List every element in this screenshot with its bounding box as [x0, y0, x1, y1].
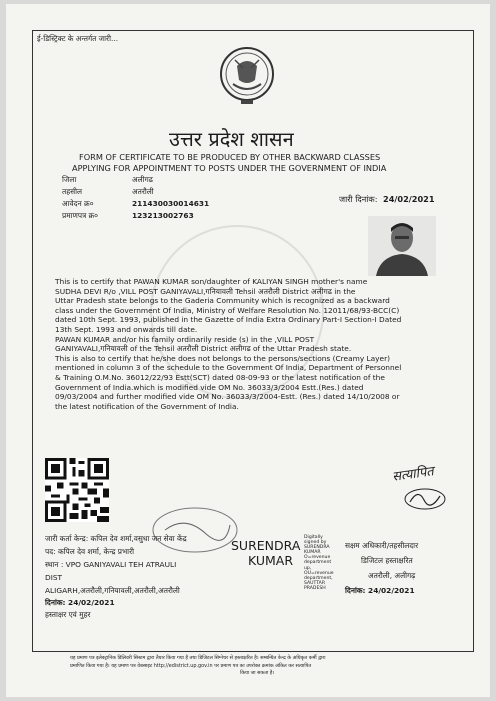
edistrict-note: ई-डिस्ट्रिक्ट के अन्तर्गत जारी...: [37, 34, 119, 43]
body-line: SUDHA DEVI R/o ,VILL POST GANIYAVALI,गनियावली Tehsil अतरौली District अलीगढ in the: [55, 286, 356, 296]
body-line: mentioned in column 3 of the schedule to the Government Of India, Department of Personnel: [55, 363, 402, 373]
body-line: 13th Sept. 1993 and onwards till date.: [55, 324, 198, 334]
issuer-date: दिनांक: 24/02/2021: [45, 598, 115, 607]
footer-line: प्रमाणित किया गया है। यह प्रमाण पत्र वेबसाइट http://edistrict.up.gov.in पर प्रमाण पत्र का उपरोक्त क्रमांक अंकित कर सत्यापित: [70, 662, 312, 669]
handwritten-verification: सत्यापित: [391, 464, 435, 485]
issuer-sign-seal: हस्ताक्षर एवं मुहर: [45, 610, 91, 619]
center-stamp: [150, 505, 240, 555]
issuing-center: जारी कर्ता केन्द्र: कपिल देव शर्मा,वसुधा जन सेवा केंद्र: [45, 534, 187, 543]
issuer-post: पद: कपिल देव शर्मा, केन्द्र प्रभारी: [45, 547, 135, 556]
government-title: उत्तर प्रदेश शासन: [169, 127, 294, 151]
body-line: This is to certify that PAWAN KUMAR son/daughter of KALIYAN SINGH mother's name: [55, 277, 368, 286]
state-emblem-icon: [219, 44, 275, 108]
application-label: आवेदन क्र०: [62, 199, 94, 208]
body-line: & Training O.M.No. 36012/22/93 Estt(SCT) dated 08-09-93 or the latest notification of the: [55, 372, 385, 382]
body-line: This is also to certify that he/she does not belongs to the persons/sections (Creamy Layer): [55, 353, 391, 363]
issue-date: 24/02/2021: [383, 194, 435, 204]
officer-title: सक्षम अधिकारी/तहसीलदार: [345, 541, 419, 550]
officer-place: अतरौली, अलीगढ़: [368, 571, 416, 580]
footer-note: [70, 655, 326, 678]
body-line: PAWAN KUMAR and/or his family ordinarily reside (s) in the ,VILL POST: [55, 334, 315, 344]
body-line: 09/03/2004 and further modified vide OM No. 36033/3/2004-Estt. (Res.) dated 14/10/2008 or: [55, 392, 400, 402]
issuer-place: स्थान : VPO GANIYAVALI TEH ATRAULI: [45, 560, 177, 569]
applicant-photo: [368, 216, 436, 276]
form-title-line1: FORM OF CERTIFICATE TO BE PRODUCED BY OTHER BACKWARD CLASSES: [79, 152, 381, 162]
body-line: Government of India.which is modified vide OM No. 36033/3/2004 Estt.(Res.) dated: [55, 382, 364, 392]
certificate-number: 123213002763: [132, 211, 194, 220]
application-number: 211430030014631: [132, 199, 210, 208]
handwritten-signature: [400, 484, 450, 514]
footer-line: किया जा सकता है।: [240, 670, 275, 676]
body-line: GANIYAVALI,गनियावली of the Tehsil अतरौली District अलीगढ of the Uttar Pradesh state.: [55, 344, 352, 354]
district-label: जिला: [62, 175, 77, 184]
tehsil-label: तहसील: [62, 187, 83, 196]
officer-digital-sign: डिजिटल हस्ताक्षरित: [361, 556, 413, 565]
tehsil-value: अतरौली: [132, 187, 154, 196]
district-value: अलीगढ: [132, 175, 153, 184]
body-line: Uttar Pradesh state belongs to the Gaderia Community which is recognized as a backward: [55, 296, 390, 306]
body-line: class under the Government Of India, Ministry of Welfare Resolution No. 12011/68/93-BCC(C): [55, 305, 400, 315]
digital-signer-last-name: KUMAR: [248, 553, 294, 568]
issuer-place-dist: DIST: [45, 573, 63, 582]
issuer-place-detail: ALIGARH,अतरौली,गनियावली,अतरौली,अतरौली: [45, 586, 180, 595]
certificate-label: प्रमाणपत्र क्र०: [62, 211, 99, 220]
digital-signer-first-name: SURENDRA: [231, 538, 301, 553]
issue-date-label: जारी दिनांक:: [339, 194, 378, 204]
footer-line: यह प्रमाण पत्र इलेक्ट्रानिक डिलिवरी सिस्टम द्वारा तैयार किया गया है तथा डिजिटल सिग्नेचर से हस्ताक्षरित है। सम्बन्धित केन्द्र के अधिकृत कर्मी द्वारा: [70, 655, 326, 661]
qr-code[interactable]: [45, 458, 109, 522]
body-line: the latest notification of the Government of India.: [55, 401, 239, 411]
certificate-body: [55, 277, 445, 411]
body-line: dated 10th Sept. 1993, published in the Gazette of India Extra Ordinary Part-I Section-I Dated: [55, 315, 402, 325]
officer-date: दिनांक: 24/02/2021: [345, 586, 415, 595]
form-title-line2: APPLYING FOR APPOINTMENT TO POSTS UNDER THE GOVERNMENT OF INDIA: [72, 163, 387, 173]
digital-signature-details: Digitally signed by SURENDRA KUMAR O=revenue department up, OU=revenue department, SAUTTAR PRADESH: [304, 535, 334, 591]
